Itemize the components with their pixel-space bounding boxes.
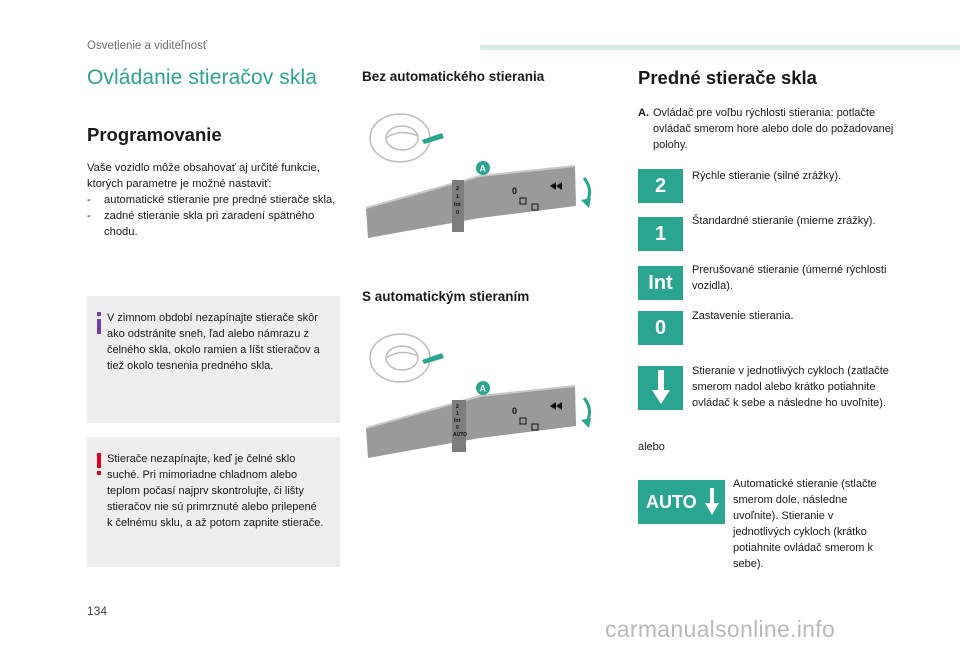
programming-heading: Programovanie [87,124,222,145]
section-label: Osvetlenie a viditeľnosť [87,40,208,52]
stalk-lever-icon [422,133,444,144]
scale-label: 0 [456,425,459,431]
stalk-body [366,163,576,238]
steering-wheel-icon [370,114,430,162]
position-desc-1: Štandardné stieranie (mierne zrážky). [692,215,876,227]
auto-badge [638,480,725,524]
front-wipers-heading: Predné stierače skla [638,67,817,88]
list-item: - automatické stieranie pre predné stierače skla, [87,194,336,206]
auto-badge-label: AUTO [646,492,697,512]
position-badge-0: 0 [638,311,683,345]
watermark: carmanualsonline.info [605,616,836,642]
stalk-zero-label: 0 [512,406,518,416]
stalk-lever-icon [422,353,444,364]
stalk-body [366,383,576,458]
scale-label: 2 [456,404,459,410]
alebo-text: alebo [638,441,665,453]
position-badge-2: 2 [638,169,683,203]
warning-note-text: Stierače nezapínajte, keď je čelné sklo suché. Pri mimoriadne chladnom alebo teplom počasí najprv skontrolujte, či lišty stieračov nie sú primrznuté alebo prilepené k čelnému sklu, a až potom zapnite stierače. [107,453,324,529]
scale-label: 0 [456,210,460,216]
scale-label: 1 [456,411,459,417]
position-badge-1: 1 [638,217,683,251]
wiper-stalk-illustration [360,108,600,238]
single-wipe-badge [638,366,683,410]
scale-label: Int [454,202,461,208]
heading-without-auto: Bez automatického stierania [362,69,545,84]
info-note [87,296,340,423]
stalk-zero-label: 0 [512,186,518,196]
wiper-stalk-auto-illustration [360,328,600,458]
warning-note [87,437,340,567]
position-desc-2: Rýchle stieranie (silné zrážky). [692,170,842,182]
position-desc-0: Zastavenie stierania. [692,310,794,322]
info-icon [96,312,102,334]
heading-with-auto: S automatickým stieraním [362,289,530,304]
svg-text:A: A [479,163,486,174]
intro-text: Vaše vozidlo môže obsahovať aj určité funkcie, ktorých parametre je možné nastaviť: [87,162,320,190]
steering-wheel-icon [370,334,430,382]
header-rule [480,45,960,50]
item-a-text: Ovládač pre voľbu rýchlosti stierania: potlačte ovládač smerom hore alebo dole do požadovanej polohy. [653,107,894,151]
list-item: - zadné stieranie skla pri zaradení spätného chodu. [87,210,315,238]
warning-icon [96,453,102,475]
svg-text:A: A [479,383,486,394]
auto-desc: Automatické stieranie (stlačte smerom dole, následne uvoľnite). Stieranie v jednotlivých cykloch (krátko potiahnite ovládač smerom k sebe). [733,478,877,570]
position-desc-int: Prerušované stieranie (úmerné rýchlosti vozidla). [692,264,887,292]
info-note-text: V zimnom období nezapínajte stierače skôr ako odstránite sneh, ľad alebo námrazu z čelného skla, okolo ramien a líšt stieračov a tiež okolo tesnenia predného skla. [107,312,320,372]
page-title: Ovládanie stieračov skla [87,66,318,89]
item-a [638,105,903,153]
scale-label: 2 [456,186,460,192]
item-a-letter: A. [638,107,649,119]
scale-label: Int [454,418,461,424]
single-wipe-desc: Stieranie v jednotlivých cykloch (zatlačte smerom nadol alebo krátko potiahnite ovládač k sebe a následne ho uvoľnite). [692,365,889,409]
arrow-down-icon [651,370,671,406]
position-badge-int: Int [638,266,683,300]
page-number: 134 [87,604,108,618]
scale-label: 1 [456,194,460,200]
arrow-down-icon [705,488,719,516]
feature-list [87,192,342,240]
scale-label: AUTO [453,432,468,438]
